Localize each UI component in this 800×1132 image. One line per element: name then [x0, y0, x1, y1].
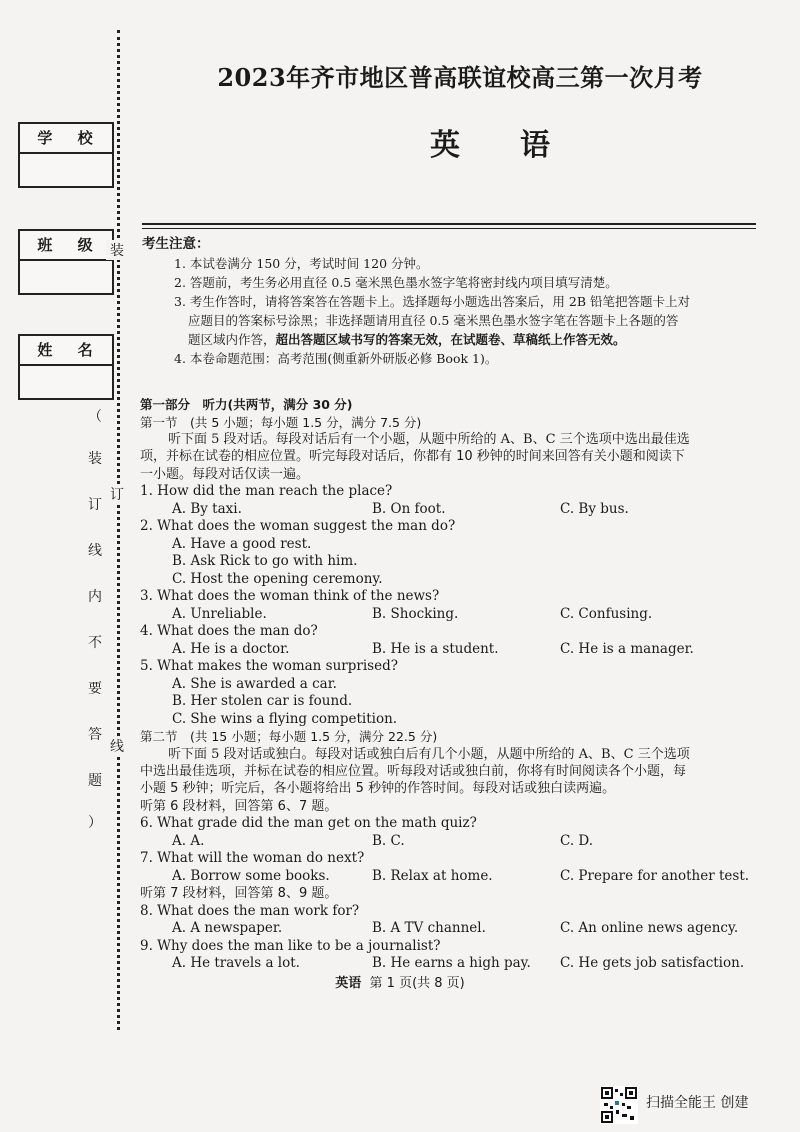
option-a[interactable]: A. By taxi. — [172, 500, 242, 517]
question-stem: 5. What makes the woman surprised? — [140, 658, 398, 674]
warning-char: 线 — [88, 543, 102, 559]
option-c[interactable]: C. He gets job satisfaction. — [560, 955, 745, 971]
question-stem: 7. What will the woman do next? — [140, 850, 365, 866]
warning-char: 要 — [88, 681, 102, 697]
name-label: 姓 名 — [20, 336, 112, 366]
notice-item-3: 3. 考生作答时，请将答案答在答题卡上。选择题每小题选出答案后，用 2B 铅笔把答题卡上对 — [174, 294, 690, 309]
option-a[interactable]: A. Have a good rest. — [172, 535, 312, 552]
question-stem: 3. What does the woman think of the news? — [140, 588, 440, 604]
binding-char-ding: 订 — [106, 484, 128, 504]
question-stem: 4. What does the man do? — [140, 623, 318, 639]
exam-title: 2023年齐市地区普高联谊校高三第一次月考 — [217, 63, 703, 92]
option-c[interactable]: C. Prepare for another test. — [560, 867, 750, 884]
warning-char: 题 — [88, 773, 102, 789]
name-field[interactable] — [18, 334, 114, 400]
subject-title: 英语 — [430, 128, 610, 163]
notice-item-3-cont — [142, 330, 762, 349]
notice-item-1: 1. 本试卷满分 150 分，考试时间 120 分钟。 — [174, 256, 429, 271]
question-stem: 6. What grade did the man get on the math quiz? — [140, 815, 477, 831]
footer-page: 第 1 页(共 8 页) — [369, 976, 465, 991]
warning-char: ） — [88, 815, 102, 831]
name-blank[interactable] — [20, 366, 112, 398]
option-a[interactable]: A. Borrow some books. — [172, 867, 330, 884]
header-rule — [142, 223, 756, 225]
question-stem: 1. How did the man reach the place? — [140, 483, 393, 499]
class-label: 班 级 — [20, 231, 112, 261]
option-a[interactable]: A. He travels a lot. — [172, 955, 300, 971]
option-b[interactable]: B. On foot. — [372, 500, 446, 517]
qr-code-icon — [600, 1086, 638, 1124]
option-a[interactable]: A. Unreliable. — [172, 605, 267, 622]
exam-body — [140, 396, 770, 973]
notice-item-3-cont: 应题目的答案标号涂黑；非选择题请用直径 0.5 毫米黑色墨水签字笔在答题卡上各题的答 — [188, 313, 679, 328]
section1-instr: 项，并标在试卷的相应位置。听完每段对话后，你都有 10 秒钟的时间来回答有关小题和阅读下 — [140, 449, 685, 464]
notice-item-4: 4. 本卷命题范围：高考范围(侧重新外研版必修 Book 1)。 — [174, 351, 498, 366]
option-row — [140, 833, 770, 851]
school-label: 学 校 — [20, 124, 112, 154]
warning-char: 装 — [88, 451, 102, 467]
warning-char: 答 — [88, 727, 102, 743]
option-b[interactable]: B. He earns a high pay. — [372, 955, 531, 971]
option-a[interactable]: A. He is a doctor. — [172, 640, 290, 657]
school-field[interactable] — [18, 122, 114, 188]
option-a[interactable]: A. She is awarded a car. — [172, 675, 337, 692]
warning-char: （ — [88, 409, 102, 425]
option-a[interactable]: A. A newspaper. — [172, 920, 283, 936]
option-c[interactable]: C. Host the opening ceremony. — [172, 570, 383, 587]
notice-item-2: 2. 答题前，考生务必用直径 0.5 毫米黑色墨水签字笔将密封线内项目填写清楚。 — [174, 275, 618, 290]
material-note: 听第 6 段材料，回答第 6、7 题。 — [140, 798, 338, 814]
binding-char-zhuang: 装 — [106, 240, 128, 260]
section2-instr: 中选出最佳选项，并标在试卷的相应位置。听每段对话或独白前，你将有时间阅读各个小题，每 — [140, 763, 687, 779]
option-b[interactable]: B. Ask Rick to go with him. — [172, 553, 358, 569]
option-row — [140, 606, 770, 624]
section2-heading: 第二节 (共 15 小题；每小题 1.5 分，满分 22.5 分) — [140, 729, 438, 744]
section1-heading: 第一节 (共 5 小题；每小题 1.5 分，满分 7.5 分) — [140, 414, 422, 430]
warning-char: 订 — [88, 497, 102, 513]
header-rule-thin — [142, 228, 756, 229]
page-footer — [0, 972, 800, 991]
notice-text: 题区域内作答， — [188, 332, 276, 347]
question-stem: 9. Why does the man like to be a journalist? — [140, 937, 441, 954]
option-b[interactable]: B. Relax at home. — [372, 867, 493, 884]
part1-heading: 第一部分 听力(共两节，满分 30 分) — [140, 397, 353, 412]
class-blank[interactable] — [20, 261, 112, 293]
question-stem: 2. What does the woman suggest the man do? — [140, 518, 456, 534]
option-row — [140, 920, 770, 938]
option-b[interactable]: B. C. — [372, 832, 405, 849]
section2-instr: 听下面 5 段对话或独白。每段对话或独白后有几个小题，从题中所给的 A、B、C 三个选项 — [168, 746, 690, 762]
class-field[interactable] — [18, 229, 114, 295]
option-b[interactable]: B. Shocking. — [372, 605, 459, 622]
option-row — [140, 955, 770, 973]
warning-char: 内 — [88, 589, 102, 605]
option-c[interactable]: C. She wins a flying competition. — [172, 710, 398, 727]
footer-subject: 英语 — [335, 976, 362, 991]
section1-instr: 一小题。每段对话仅读一遍。 — [140, 466, 310, 482]
option-row — [140, 501, 770, 519]
school-blank[interactable] — [20, 154, 112, 186]
option-row — [140, 868, 770, 886]
option-a[interactable]: A. A. — [172, 832, 205, 849]
option-b[interactable]: B. He is a student. — [372, 640, 499, 657]
option-b[interactable]: B. Her stolen car is found. — [172, 693, 353, 709]
question-stem: 8. What does the man work for? — [140, 902, 360, 919]
option-b[interactable]: B. A TV channel. — [372, 920, 486, 936]
option-c[interactable]: C. D. — [560, 832, 594, 849]
option-c[interactable]: C. Confusing. — [560, 605, 653, 622]
notice-block — [142, 235, 762, 368]
section2-instr: 小题 5 秒钟；听完后，各小题将给出 5 秒钟的作答时间。每段对话或独白读两遍。 — [140, 781, 616, 796]
option-row — [140, 641, 770, 659]
notice-heading: 考生注意： — [142, 236, 210, 252]
option-c[interactable]: C. By bus. — [560, 500, 629, 517]
warning-char: 不 — [88, 635, 102, 651]
option-c[interactable]: C. He is a manager. — [560, 640, 694, 657]
binding-char-xian: 线 — [106, 736, 128, 756]
section1-instr: 听下面 5 段对话。每段对话后有一个小题，从题中所给的 A、B、C 三个选项中选出最佳选 — [168, 432, 690, 447]
option-c[interactable]: C. An online news agency. — [560, 920, 739, 936]
material-note: 听第 7 段材料，回答第 8、9 题。 — [140, 886, 338, 901]
binding-dotted-line — [117, 30, 120, 1030]
notice-emphasis: 超出答题区域书写的答案无效，在试题卷、草稿纸上作答无效。 — [275, 332, 626, 347]
scanner-watermark: 扫描全能王 创建 — [646, 1095, 749, 1111]
